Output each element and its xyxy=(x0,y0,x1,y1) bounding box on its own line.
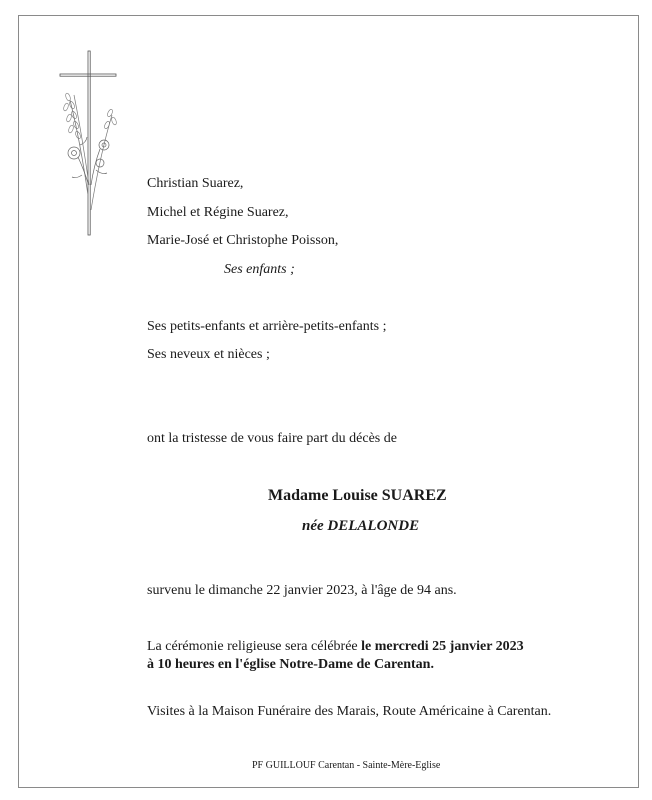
deceased-name: Madame Louise SUAREZ xyxy=(268,487,447,504)
relatives-line-1: Ses petits-enfants et arrière-petits-enfants ; xyxy=(147,319,387,334)
deceased-maiden-name: née DELALONDE xyxy=(302,518,420,534)
cross-with-wheat-icon xyxy=(52,45,132,240)
ceremony-line-1 xyxy=(147,638,524,656)
family-role: Ses enfants ; xyxy=(224,262,295,277)
family-line-2: Michel et Régine Suarez, xyxy=(147,205,289,220)
visits-info: Visites à la Maison Funéraire des Marais, Route Américaine à Carentan. xyxy=(147,704,552,719)
death-info: survenu le dimanche 22 janvier 2023, à l'âge de 94 ans. xyxy=(147,583,457,598)
footer-funeral-home: PF GUILLOUF Carentan - Sainte-Mère-Eglise xyxy=(252,760,441,771)
announcement-text: ont la tristesse de vous faire part du décès de xyxy=(147,431,397,446)
family-line-1: Christian Suarez, xyxy=(147,176,244,191)
ceremony-place: à 10 heures en l'église Notre-Dame de Carentan. xyxy=(147,657,434,672)
family-line-3: Marie-José et Christophe Poisson, xyxy=(147,233,339,248)
ceremony-date: le mercredi 25 janvier 2023 xyxy=(361,639,524,654)
ceremony-intro: La cérémonie religieuse sera célébrée xyxy=(147,639,362,654)
relatives-line-2: Ses neveux et nièces ; xyxy=(147,347,270,362)
